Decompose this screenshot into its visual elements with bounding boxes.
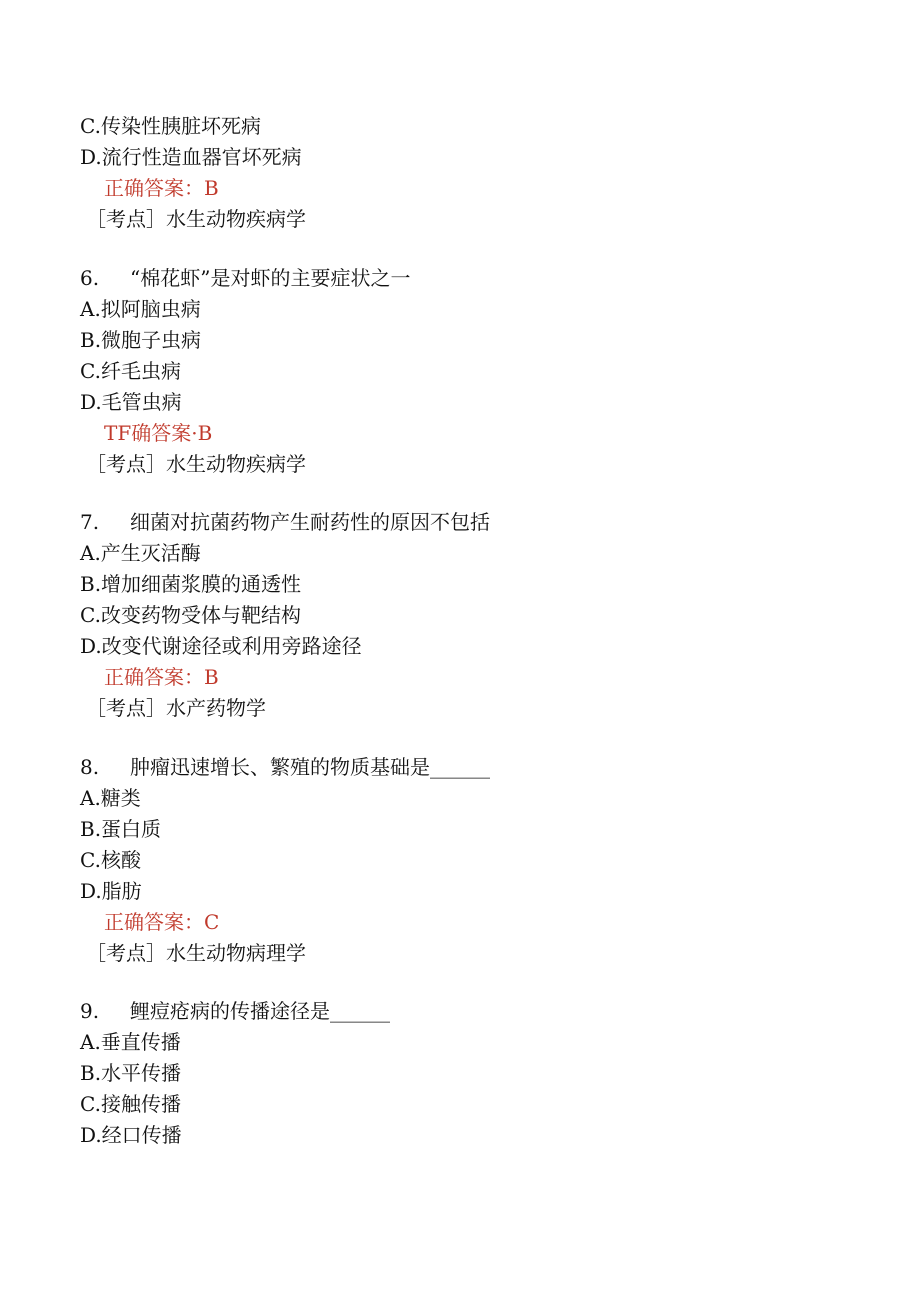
option-text: D.毛管虫病 <box>80 390 182 414</box>
option-text: C.纤毛虫病 <box>80 359 181 383</box>
option-text: D.改变代谢途径或利用旁路途径 <box>80 634 362 658</box>
question-6 <box>80 265 410 291</box>
question-text: 肿瘤迅速增长、繁殖的物质基础是______ <box>130 755 490 779</box>
exam-point: ［考点］水生动物病理学 <box>86 941 306 965</box>
question-8 <box>80 754 490 780</box>
correct-answer: TF确答案·B <box>104 421 213 445</box>
option-text: B.蛋白质 <box>80 817 162 841</box>
option-text: A.产生灭活酶 <box>80 541 201 565</box>
option-text: C.接触传播 <box>80 1092 181 1116</box>
correct-answer: 正确答案：B <box>104 665 219 689</box>
option-text: B.水平传播 <box>80 1061 182 1085</box>
exam-point: ［考点］水生动物疾病学 <box>86 452 306 476</box>
exam-point: ［考点］水生动物疾病学 <box>86 207 306 231</box>
correct-answer: 正确答案：B <box>104 176 219 200</box>
option-text: A.拟阿脑虫病 <box>80 297 201 321</box>
question-number: 9. <box>80 999 100 1023</box>
question-9 <box>80 998 390 1024</box>
question-number: 6. <box>80 266 100 290</box>
question-number: 8. <box>80 755 100 779</box>
option-text: A.垂直传播 <box>80 1030 181 1054</box>
option-text: C.改变药物受体与靶结构 <box>80 603 301 627</box>
question-text: 细菌对抗菌药物产生耐药性的原因不包括 <box>130 510 490 534</box>
question-number: 7. <box>80 510 100 534</box>
option-text: C.传染性胰脏坏死病 <box>80 114 261 138</box>
option-text: D.脂肪 <box>80 879 142 903</box>
question-text: “棉花虾”是对虾的主要症状之一 <box>130 266 411 290</box>
correct-answer: 正确答案：C <box>104 910 220 934</box>
option-text: B.增加细菌浆膜的通透性 <box>80 572 302 596</box>
option-text: D.经口传播 <box>80 1123 182 1147</box>
question-text: 鲤痘疮病的传播途径是______ <box>130 999 390 1023</box>
option-text: A.糖类 <box>80 786 141 810</box>
option-text: B.微胞子虫病 <box>80 328 202 352</box>
question-7 <box>80 509 490 535</box>
exam-point: ［考点］水产药物学 <box>86 696 266 720</box>
option-text: C.核酸 <box>80 848 141 872</box>
option-text: D.流行性造血器官坏死病 <box>80 145 302 169</box>
